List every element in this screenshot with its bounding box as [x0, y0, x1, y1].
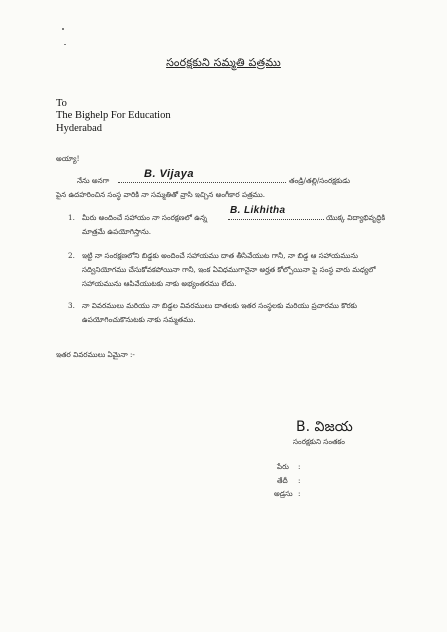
item-2-line1: ఇట్టి నా సంరక్షణలోని బిడ్డకు అందించే సహాయము దాత తీసివేయుట గానీ, నా బిడ్డ ఆ సహాయమును — [82, 251, 359, 260]
item-3-line1: నా వివరములు మరియు నా బిడ్డల వివరములు దాతలకు ఇతర సంస్థలకు మరియు ప్రచారము కొరకు — [82, 301, 357, 310]
signature-caption: సంరక్షకుని సంతకం — [293, 437, 345, 446]
footer-name-label: పేరు — [277, 462, 289, 471]
item-2-line3: సహాయమును ఆపివేయుటకు నాకు అభ్యంతరము లేదు. — [82, 279, 237, 288]
salutation: అయ్యా! — [56, 154, 80, 163]
intro-prefix: నేను అనగా — [77, 176, 110, 185]
footer-date-sep: : — [298, 476, 301, 485]
parent-name-handwritten: B. Vijaya — [144, 168, 194, 180]
address-org: The Bighelp For Education — [56, 110, 171, 121]
item-1-number: 1. — [68, 213, 75, 222]
item-1-after: యొక్క విద్యాభివృద్ధికి — [326, 213, 386, 222]
other-details-label: ఇతర వివరములు ఏమైనా :- — [56, 350, 135, 359]
student-name-handwritten: B. Likhitha — [230, 205, 286, 216]
footer-address-label: అడ్రసు — [274, 489, 293, 498]
item-2-number: 2. — [68, 251, 75, 260]
item-1-before: మీరు అందించే సహాయం నా సంరక్షణలో ఉన్న — [82, 213, 208, 222]
footer-address-sep: : — [298, 489, 301, 498]
address-to: To — [56, 98, 67, 109]
item-3-number: 3. — [68, 301, 75, 310]
address-city: Hyderabad — [56, 123, 103, 134]
page-title: సంరక్షకుని సమ్మతి పత్రము — [166, 56, 281, 69]
item-2-line2: సద్వినియోగము చేసుకోవకపోయినా గానీ, ఇంక ఏవిధముగానైనా అర్హత కోల్పోయినా పై సంస్థ వారు మధ్యలో — [82, 265, 376, 274]
footer-date-label: తేదీ — [277, 476, 288, 485]
intro-line2: పైన ఉదహరించిన సంస్థ వారికి నా సమ్మతితో వ్రాసి ఇచ్చిన అంగీకార పత్రము. — [56, 190, 266, 199]
item-3-line2: ఉపయోగించుకొనుటకు నాకు సమ్మతము. — [82, 315, 196, 324]
item-1-line2: మాత్రమే ఉపయోగిస్తాను. — [82, 227, 151, 236]
intro-suffix: తండ్రి/తల్లి/సంరక్షకుడు — [289, 176, 351, 185]
guardian-signature: B. విజయ — [296, 419, 353, 435]
footer-name-sep: : — [298, 462, 301, 471]
scan-speck — [62, 28, 64, 30]
scan-speck — [64, 44, 66, 45]
